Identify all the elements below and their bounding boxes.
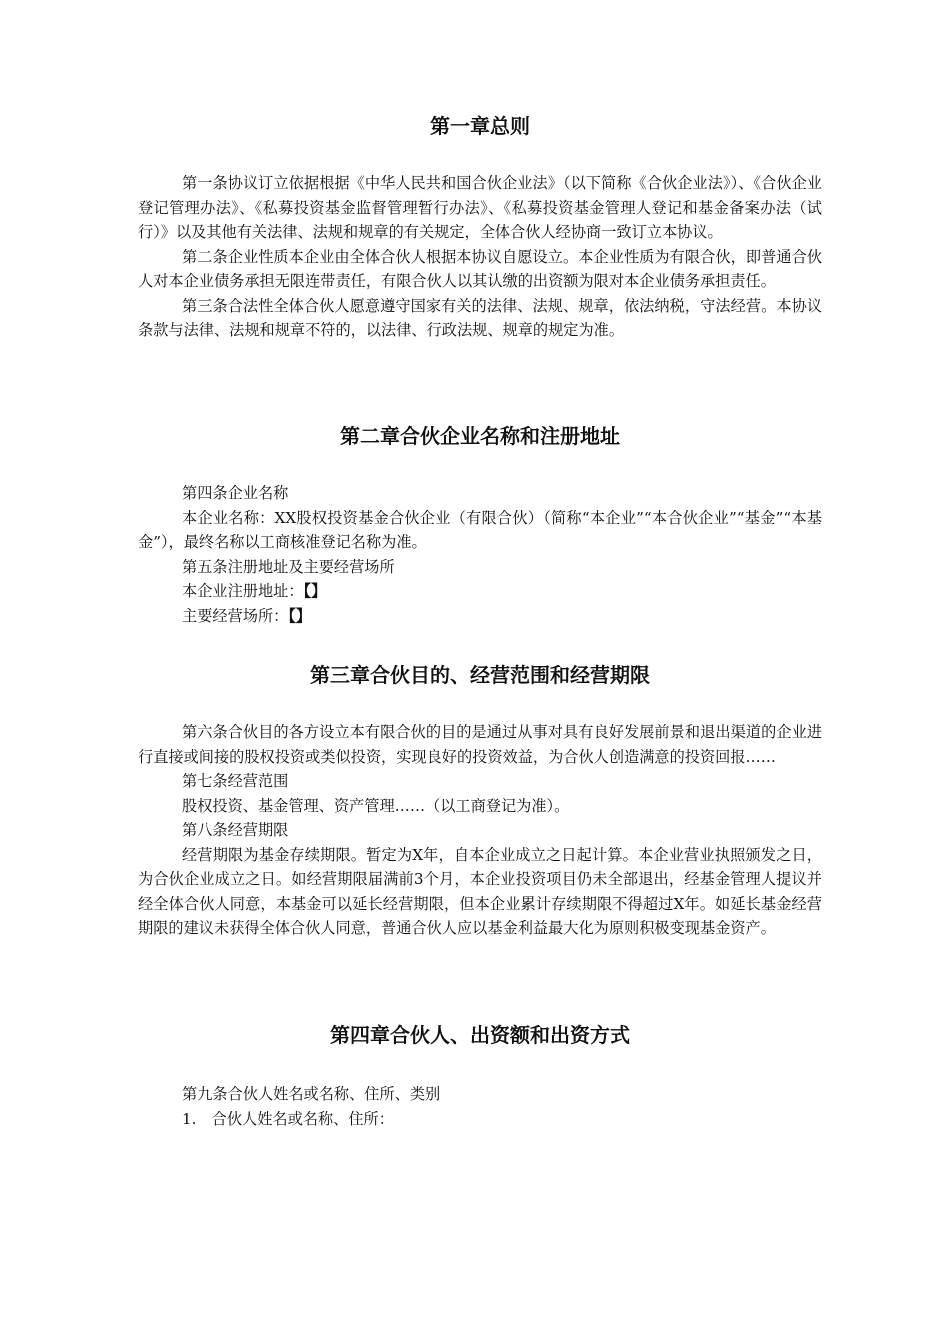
chapter-1-body bbox=[138, 171, 822, 343]
registered-address-label: 本企业注册地址： bbox=[182, 582, 304, 600]
article-3: 第三条合法性全体合伙人愿意遵守国家有关的法律、法规、规章，依法纳税，守法经营。本协议条款与法律、法规和规章不符的，以法律、行政法规、规章的规定为准。 bbox=[138, 296, 822, 339]
chapter-3-body bbox=[138, 720, 822, 941]
article-8-heading: 第八条经营期限 bbox=[182, 821, 289, 839]
chapter-4-body bbox=[138, 1082, 822, 1131]
chapter-3-title: 第三章合伙目的、经营范围和经营期限 bbox=[310, 663, 650, 687]
registered-address bbox=[138, 579, 822, 604]
article-9-heading: 第九条合伙人姓名或名称、住所、类别 bbox=[182, 1085, 441, 1103]
article-5-heading: 第五条注册地址及主要经营场所 bbox=[182, 557, 395, 576]
registered-address-blank: 【】 bbox=[303, 582, 327, 600]
business-scope: 股权投资、基金管理、资产管理……（以工商登记为准）。 bbox=[182, 796, 570, 815]
main-business-place-label: 主要经营场所： bbox=[182, 606, 289, 625]
enterprise-name: 本企业名称：XX股权投资基金合伙企业（有限合伙）（简称“本企业”“本合伙企业”“基金”“本基金”），最终名称以工商核准登记名称为准。 bbox=[138, 508, 822, 551]
article-4-heading: 第四条企业名称 bbox=[182, 484, 289, 502]
chapter-4-title: 第四章合伙人、出资额和出资方式 bbox=[330, 1023, 630, 1047]
article-2: 第二条企业性质本企业由全体合伙人根据本协议自愿设立。本企业性质为有限合伙，即普通合伙人对本企业债务承担无限连带责任，有限合伙人以其认缴的出资额为限对本企业债务承担责任。 bbox=[138, 247, 822, 290]
main-business-place-blank: 【】 bbox=[288, 606, 312, 625]
chapter-2-body bbox=[138, 481, 822, 628]
article-6: 第六条合伙目的各方设立本有限合伙的目的是通过从事对具有良好发展前景和退出渠道的企业进行直接或间接的股权投资或类似投资，实现良好的投资效益，为合伙人创造满意的投资回报…… bbox=[138, 723, 822, 766]
article-7-heading: 第七条经营范围 bbox=[182, 772, 289, 790]
operating-term: 经营期限为基金存续期限。暂定为X年，自本企业成立之日起计算。本企业营业执照颁发之日，为合伙企业成立之日。如经营期限届满前3个月，本企业投资项目仍未全部退出，经基金管理人提议并经全体合伙人同意，本基金可以延长经营期限，但本企业累计存续期限不得超过X年。如延长基金经营期限的建议未获得全体合伙人同意，普通合伙人应以基金利益最大化为原则积极变现基金资产。 bbox=[138, 845, 822, 937]
article-1: 第一条协议订立依据根据《中华人民共和国合伙企业法》（以下简称《合伙企业法》）、《合伙企业登记管理办法》、《私募投资基金监督管理暂行办法》、《私募投资基金管理人登记和基金备案办法（试行）》以及其他有关法律、法规和规章的有关规定，全体合伙人经协商一致订立本协议。 bbox=[138, 174, 822, 241]
chapter-2-title: 第二章合伙企业名称和注册地址 bbox=[340, 424, 620, 448]
chapter-1-title: 第一章总则 bbox=[430, 114, 530, 138]
list-item-1: 1. 合伙人姓名或名称、住所： bbox=[182, 1109, 394, 1128]
main-business-place bbox=[138, 604, 822, 629]
